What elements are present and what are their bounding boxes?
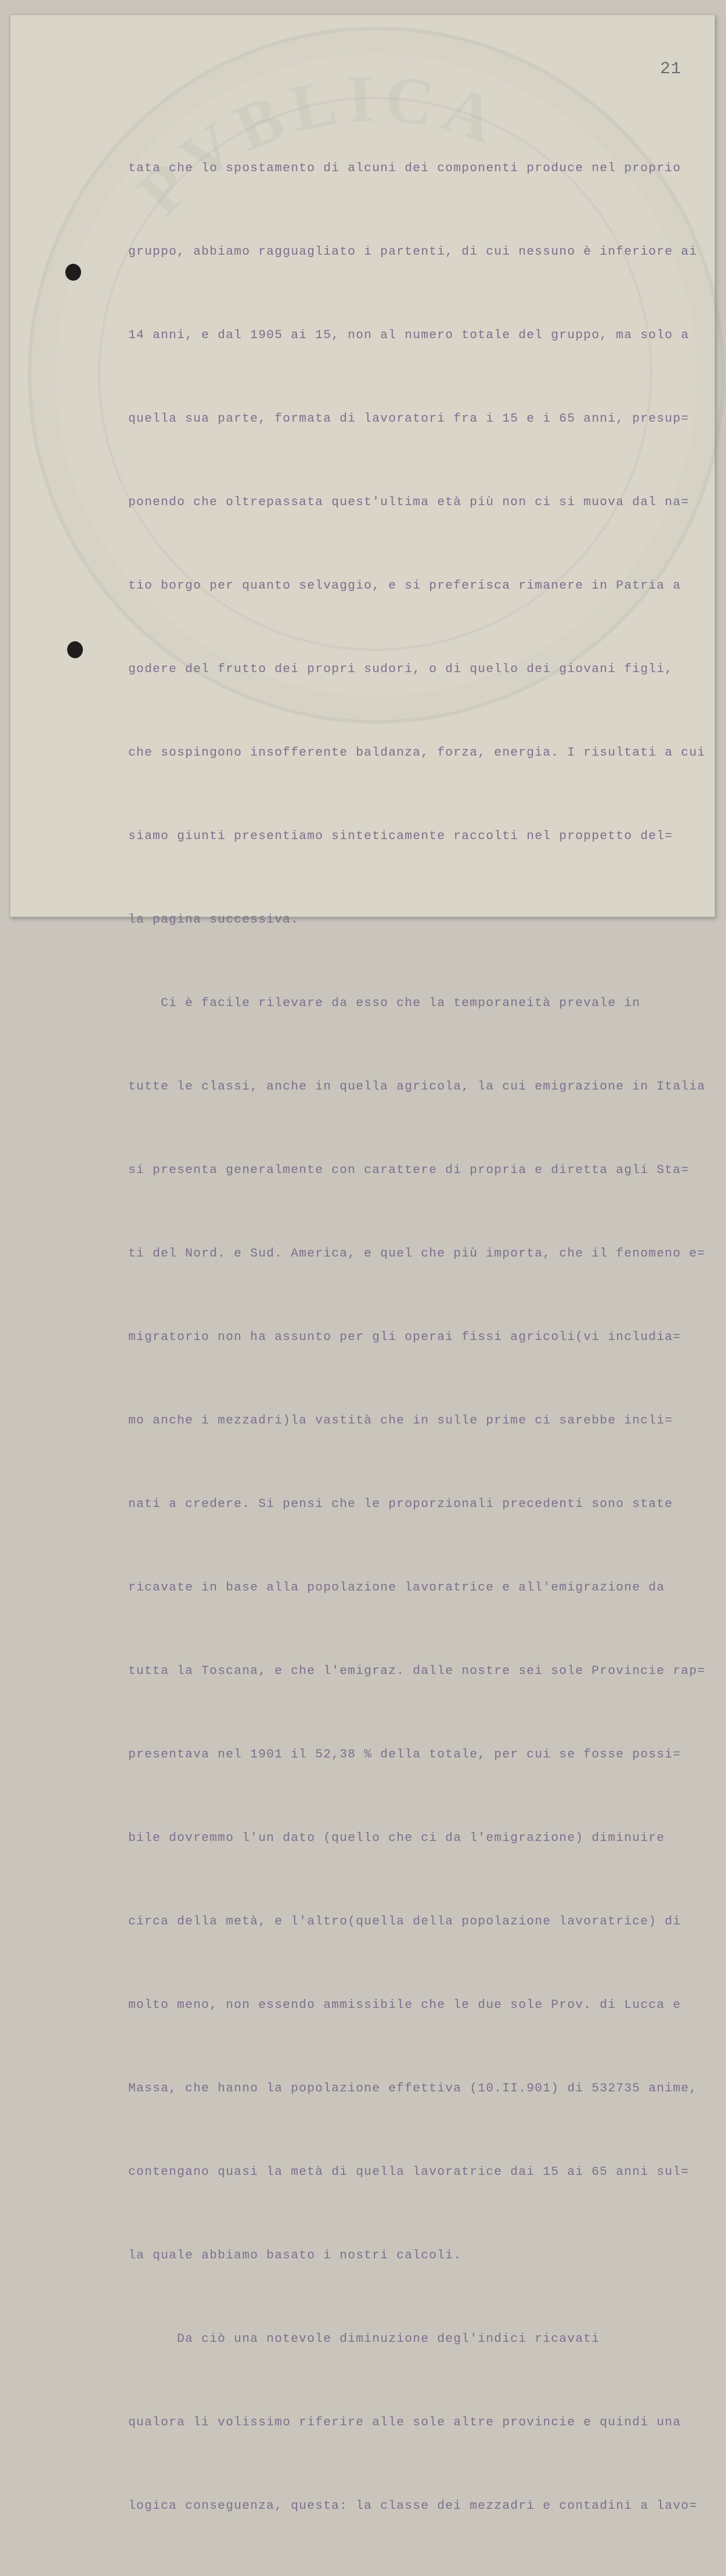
text-line: contengano quasi la metà di quella lavoratrice dai 15 ai 65 anni sul=	[128, 2165, 690, 2179]
text-line: Massa, che hanno la popolazione effettiva (10.II.901) di 532735 anime,	[128, 2082, 698, 2096]
text-line: tutte le classi, anche in quella agricola, la cui emigrazione in Italia	[128, 1080, 705, 1094]
text-line: ti del Nord. e Sud. America, e quel che più importa, che il fenomeno e=	[128, 1247, 705, 1261]
text-line: nati a credere. Si pensi che le proporzionali precedenti sono state	[128, 1497, 673, 1511]
text-line: la quale abbiamo basato i nostri calcoli.	[128, 2249, 462, 2263]
typed-text-body	[128, 99, 709, 2576]
text-line: gruppo, abbiamo ragguagliato i partenti, di cui nessuno è inferiore ai	[128, 245, 698, 259]
text-line: quella sua parte, formata di lavoratori fra i 15 e i 65 anni, presup=	[128, 412, 690, 426]
text-line: migratorio non ha assunto per gli operai fissi agricoli(vi includia=	[128, 1330, 681, 1344]
seal-text: PVBLICA	[123, 60, 512, 229]
text-line: tio borgo per quanto selvaggio, e si preferisca rimanere in Patria a	[128, 579, 681, 593]
text-line: si presenta generalmente con carattere di propria e diretta agli Sta=	[128, 1163, 690, 1177]
text-line: ponendo che oltrepassata quest'ultima età più non ci si muova dal na=	[128, 495, 690, 509]
text-line: Da ciò una notevole diminuzione degl'indici ricavati	[128, 2332, 600, 2346]
page-number: 21	[660, 60, 682, 79]
text-line: circa della metà, e l'altro(quella della popolazione lavoratrice) di	[128, 1915, 681, 1929]
text-line: 14 anni, e dal 1905 ai 15, non al numero totale del gruppo, ma solo a	[128, 329, 690, 342]
text-line: ricavate in base alla popolazione lavoratrice e all'emigrazione da	[128, 1581, 665, 1595]
text-line: la pagina successiva.	[128, 913, 299, 927]
punch-hole-bottom	[67, 641, 83, 658]
text-line: Ci è facile rilevare da esso che la temporaneità prevale in	[128, 996, 641, 1010]
text-line: qualora li volissimo riferire alle sole altre provincie e quindi una	[128, 2416, 681, 2430]
text-line: godere del frutto dei propri sudori, o di quello dei giovani figli,	[128, 662, 673, 676]
text-line: siamo giunti presentiamo sinteticamente raccolti nel proppetto del=	[128, 829, 673, 843]
punch-hole-top	[65, 264, 81, 281]
text-line: mo anche i mezzadri)la vastità che in sulle prime ci sarebbe incli=	[128, 1414, 673, 1428]
text-line: molto meno, non essendo ammissibile che le due sole Prov. di Lucca e	[128, 1998, 681, 2012]
text-line: bile dovremmo l'un dato (quello che ci da l'emigrazione) diminuire	[128, 1831, 665, 1845]
text-line: presentava nel 1901 il 52,38 % della totale, per cui se fosse possi=	[128, 1748, 681, 1762]
text-line: tutta la Toscana, e che l'emigraz. dalle nostre sei sole Provincie rap=	[128, 1664, 705, 1678]
text-line: che sospingono insofferente baldanza, forza, energia. I risultati a cui	[128, 746, 705, 760]
text-line: logica conseguenza, questa: la classe dei mezzadri e contadini a lavo=	[128, 2499, 698, 2513]
document-page	[10, 15, 715, 2513]
text-line: tata che lo spostamento di alcuni dei componenti produce nel proprio	[128, 162, 681, 175]
